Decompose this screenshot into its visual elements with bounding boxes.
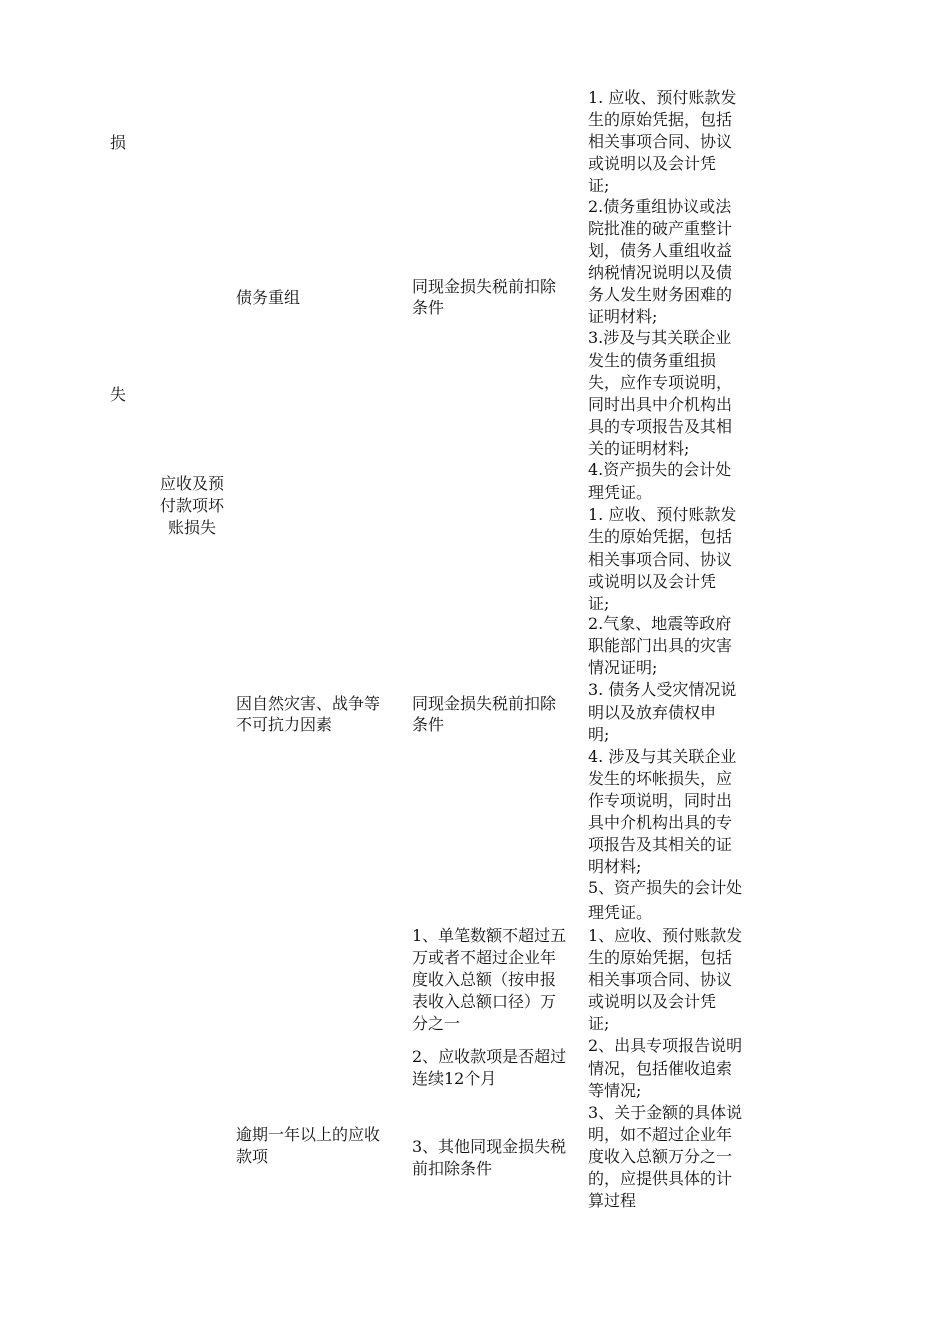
- evidence-line: 3.涉及与其关联企业: [588, 328, 732, 347]
- evidence-line: 务人发生财务困难的: [588, 285, 733, 304]
- evidence-line: 生的原始凭据，包括: [588, 527, 733, 546]
- evidence-line: 关的证明材料;: [588, 439, 690, 458]
- evidence-line: 同时出具中介机构出: [588, 395, 733, 414]
- condition-line: 同现金损失税前扣除: [412, 694, 557, 713]
- category-line: 账损失: [167, 518, 216, 537]
- evidence-line: 1. 应收、预付账款发: [588, 505, 737, 524]
- evidence-line: 明以及放弃债权申: [588, 703, 717, 722]
- evidence-line: 证;: [588, 176, 610, 195]
- evidence-line: 相关事项合同、协议: [588, 550, 733, 569]
- evidence-line: 1、应收、预付账款发: [588, 926, 743, 945]
- condition-line: 度收入总额（按申报: [412, 970, 557, 989]
- evidence-line: 相关事项合同、协议: [588, 970, 733, 989]
- condition-line: 表收入总额口径）万: [412, 992, 557, 1011]
- evidence-line: 或说明以及会计凭: [588, 154, 717, 173]
- condition-line: 万或者不超过企业年: [412, 948, 557, 967]
- evidence-line: 的，应提供具体的计: [588, 1169, 733, 1188]
- evidence-line: 证明材料;: [588, 307, 658, 326]
- condition-line: 分之一: [412, 1014, 461, 1033]
- condition-line: 3、其他同现金损失税: [412, 1137, 567, 1156]
- item-label: 因自然灾害、战争等: [236, 694, 381, 713]
- evidence-line: 1. 应收、预付账款发: [588, 88, 737, 107]
- condition-line: 条件: [412, 298, 445, 317]
- evidence-line: 职能部门出具的灾害: [588, 636, 733, 655]
- evidence-line: 划，债务人重组收益: [588, 241, 733, 260]
- item-label: 款项: [236, 1147, 269, 1166]
- col1-char-1: 损: [110, 133, 127, 152]
- evidence-line: 2.气象、地震等政府: [588, 614, 732, 633]
- evidence-line: 作专项说明，同时出: [588, 791, 733, 810]
- evidence-line: 4.资产损失的会计处: [588, 460, 732, 479]
- evidence-line: 证;: [588, 1014, 610, 1033]
- evidence-line: 生的原始凭据，包括: [588, 948, 733, 967]
- evidence-line: 具中介机构出具的专: [588, 813, 733, 832]
- condition-line: 同现金损失税前扣除: [412, 277, 557, 296]
- evidence-line: 院批准的破产重整计: [588, 219, 733, 238]
- evidence-line: 证;: [588, 594, 610, 613]
- evidence-line: 度收入总额万分之一: [588, 1147, 733, 1166]
- evidence-line: 5、资产损失的会计处: [588, 878, 743, 897]
- evidence-line: 情况，包括催收追索: [588, 1059, 733, 1078]
- col1-char-2: 失: [110, 385, 127, 404]
- item-label: 债务重组: [236, 288, 301, 307]
- evidence-line: 发生的债务重组损: [588, 351, 717, 370]
- item-label: 不可抗力因素: [236, 715, 333, 734]
- evidence-line: 2、出具专项报告说明: [588, 1036, 743, 1055]
- evidence-line: 具的专项报告及其相: [588, 417, 733, 436]
- evidence-line: 2.债务重组协议或法: [588, 197, 732, 216]
- evidence-line: 情况证明;: [588, 658, 658, 677]
- evidence-line: 算过程: [588, 1191, 637, 1210]
- evidence-line: 生的原始凭据，包括: [588, 110, 733, 129]
- evidence-line: 明材料;: [588, 857, 642, 876]
- evidence-line: 或说明以及会计凭: [588, 992, 717, 1011]
- evidence-line: 失，应作专项说明，: [588, 373, 733, 392]
- evidence-line: 相关事项合同、协议: [588, 132, 733, 151]
- evidence-line: 明，如不超过企业年: [588, 1125, 733, 1144]
- evidence-line: 明;: [588, 725, 610, 744]
- evidence-line: 或说明以及会计凭: [588, 572, 717, 591]
- condition-line: 1、单笔数额不超过五: [412, 926, 567, 945]
- condition-line: 前扣除条件: [412, 1159, 493, 1178]
- condition-line: 条件: [412, 715, 445, 734]
- evidence-line: 发生的坏帐损失，应: [588, 769, 733, 788]
- evidence-line: 理凭证。: [588, 483, 653, 502]
- evidence-line: 3、关于金额的具体说: [588, 1103, 743, 1122]
- category-line: 应收及预: [159, 474, 224, 493]
- item-label: 逾期一年以上的应收: [236, 1125, 381, 1144]
- condition-line: 2、应收款项是否超过: [412, 1047, 567, 1066]
- evidence-line: 项报告及其相关的证: [588, 835, 733, 854]
- evidence-line: 理凭证。: [588, 903, 653, 922]
- category-line: 付款项坏: [159, 496, 224, 515]
- condition-line: 连续12个月: [412, 1069, 497, 1088]
- evidence-line: 等情况;: [588, 1081, 642, 1100]
- evidence-line: 3. 债务人受灾情况说: [588, 680, 737, 699]
- evidence-line: 纳税情况说明以及债: [588, 263, 733, 282]
- evidence-line: 4. 涉及与其关联企业: [588, 747, 737, 766]
